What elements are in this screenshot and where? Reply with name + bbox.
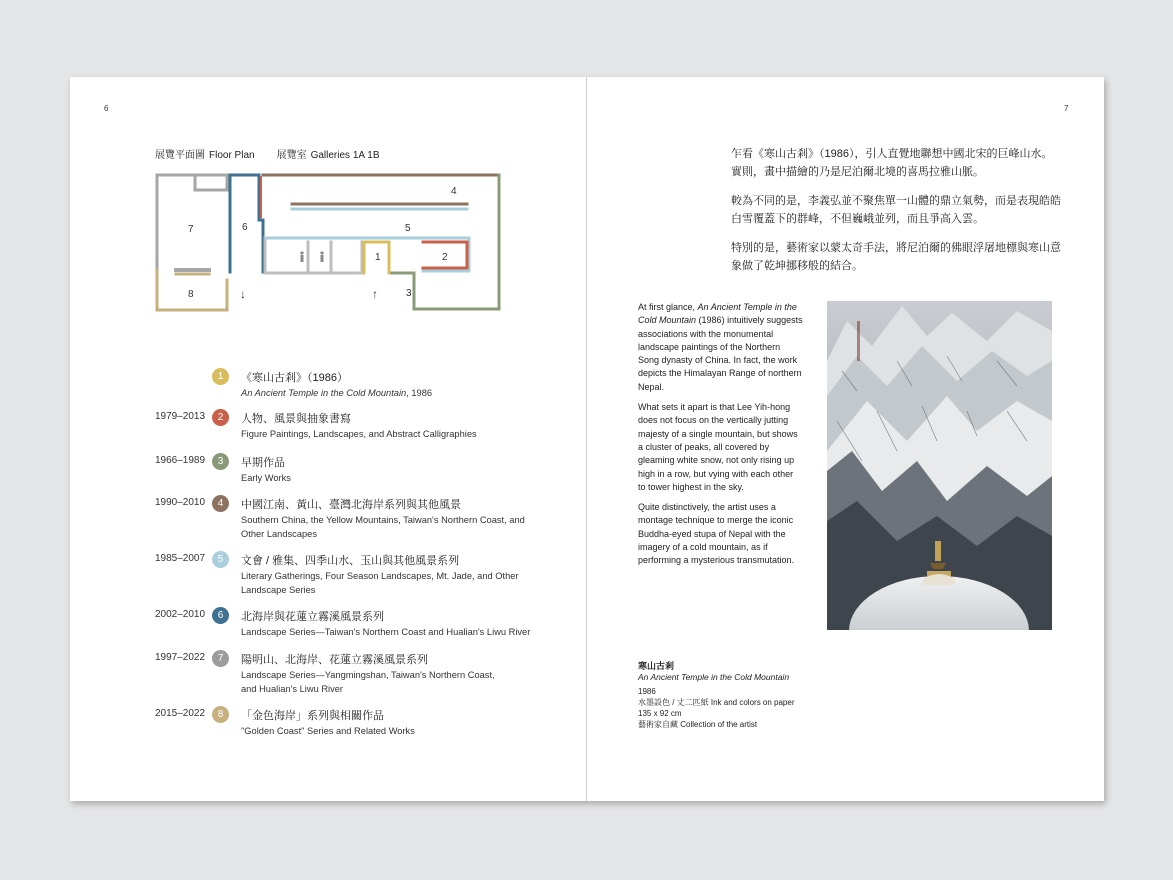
legend-number-badge: 3 <box>212 453 229 470</box>
legend-number-badge: 5 <box>212 551 229 568</box>
essay-en-paragraph: Quite distinctively, the artist uses a montage technique to merge the iconic Buddha-eyed stupa of Nepal with the imagery of a cold mountain, as if performing a mysterious transmutation. <box>638 502 795 566</box>
legend-title-en: Landscape Series—Yangmingshan, Taiwan's Northern Coast, and Hualian's Liwu River <box>241 670 495 694</box>
painting-caption <box>638 661 858 730</box>
page-gutter <box>586 77 587 801</box>
room-label-2: 2 <box>442 252 448 263</box>
legend-years: 1966–1989 <box>155 455 206 466</box>
legend-title-en: Early Works <box>241 473 291 483</box>
legend-title-zh: 《寒山古剎》（1986） <box>241 372 348 384</box>
room-label-3: 3 <box>406 288 412 299</box>
caption-collection: 藝術家自藏 Collection of the artist <box>638 720 758 729</box>
caption-medium: 水墨設色 / 丈二匹紙 Ink and colors on paper <box>638 698 795 707</box>
legend-title-en: Literary Gatherings, Four Season Landscapes, Mt. Jade, and Other Landscape Series <box>241 571 519 595</box>
legend-title-zh: 北海岸與花蓮立霧溪風景系列 <box>241 611 384 623</box>
caption-size: 135 x 92 cm <box>638 709 682 718</box>
room-label-4: 4 <box>451 186 457 197</box>
painting-illustration <box>827 301 1052 630</box>
caption-year: 1986 <box>638 687 656 696</box>
room-label-1: 1 <box>375 252 381 263</box>
legend-title-zh: 人物、風景與抽象書寫 <box>241 413 351 425</box>
floor-plan <box>155 172 505 317</box>
legend-title-zh: 文會 / 雅集、四季山水、玉山與其他風景系列 <box>241 555 460 567</box>
legend-years: 1997–2022 <box>155 652 206 663</box>
caption-title-en: An Ancient Temple in the Cold Mountain <box>638 672 790 682</box>
floor-plan-title-zh: 展覽平面圖 <box>155 150 205 161</box>
essay-zh-paragraph: 特別的是，藝術家以蒙太奇手法，將尼泊爾的佛眼浮屠地標與寒山意象做了乾坤挪移般的結合。 <box>731 242 1061 272</box>
essay-english <box>638 301 803 575</box>
galleries-title-zh: 展覽室 <box>276 150 307 161</box>
legend-title-zh: 中國江南、黃山、臺灣北海岸系列與其他風景 <box>241 499 461 511</box>
floor-plan-title-en: Floor Plan <box>209 150 255 161</box>
legend-years: 1985–2007 <box>155 553 206 564</box>
essay-en-paragraph: What sets it apart is that Lee Yih-hong does not focus on the vertically jutting majesty of a single mountain, but shows a cluster of peaks, all covered by gleaming white snow, not only rising up high in a row, but vying with each other to tower highest in the sky. <box>638 402 798 492</box>
essay-zh-paragraph: 較為不同的是，李義弘並不聚焦單一山體的鼎立氣勢，而是表現皓皓白雪覆蓋下的群峰，不但巍峨並列，而且爭高入雲。 <box>731 195 1061 225</box>
room-label-6: 6 <box>242 222 248 233</box>
legend-title-zh: 陽明山、北海岸、花蓮立霧溪風景系列 <box>241 654 428 666</box>
book-spread <box>70 77 1104 801</box>
essay-en-paragraph: At first glance, An Ancient Temple in the Cold Mountain (1986) intuitively suggests associations with the monumental landscape paintings of the Northern Song dynasty of China. In fact, the work depicts the Himalayan Range of northern Nepal. <box>638 302 803 392</box>
legend-number-badge: 1 <box>212 368 229 385</box>
arrow-up-icon: ↑ <box>372 287 378 301</box>
legend-years: 1979–2013 <box>155 411 206 422</box>
room-label-5: 5 <box>405 223 411 234</box>
legend-title-en: "Golden Coast" Series and Related Works <box>241 726 415 736</box>
legend-number-badge: 8 <box>212 706 229 723</box>
legend-title-en: An Ancient Temple in the Cold Mountain, 1986 <box>241 388 433 398</box>
legend-number-badge: 6 <box>212 607 229 624</box>
left-page-number: 6 <box>104 104 109 113</box>
painting-image <box>827 301 1052 630</box>
essay-chinese <box>731 145 1061 286</box>
caption-title-zh: 寒山古剎 <box>638 661 675 671</box>
legend-years: 2002–2010 <box>155 609 206 620</box>
room-label-8: 8 <box>188 289 194 300</box>
legend-years: 2015–2022 <box>155 708 206 719</box>
room-label-7: 7 <box>188 224 194 235</box>
legend-title-en: Landscape Series—Taiwan's Northern Coast and Hualian's Liwu River <box>241 627 531 637</box>
legend-title-en: Southern China, the Yellow Mountains, Taiwan's Northern Coast, and Other Landscapes <box>241 515 525 539</box>
legend-years: 1990–2010 <box>155 497 206 508</box>
arrow-down-icon: ↓ <box>240 287 246 301</box>
legend-number-badge: 4 <box>212 495 229 512</box>
legend-title-en: Figure Paintings, Landscapes, and Abstract Calligraphies <box>241 429 477 439</box>
legend-number-badge: 2 <box>212 409 229 426</box>
legend-title-zh: 「金色海岸」系列與相關作品 <box>241 710 384 722</box>
room-7-wall <box>157 175 230 270</box>
right-page-number: 7 <box>1064 104 1069 113</box>
legend-title-zh: 早期作品 <box>241 457 285 469</box>
restroom-walls <box>265 240 362 273</box>
legend-number-badge: 7 <box>212 650 229 667</box>
galleries-title-en: Galleries 1A 1B <box>310 150 380 161</box>
essay-zh-paragraph: 乍看《寒山古剎》（1986），引人直覺地聯想中國北宋的巨峰山水。實則，畫中描繪的乃是尼泊爾北境的喜馬拉雅山脈。 <box>731 148 1053 178</box>
floor-plan-header <box>155 146 384 161</box>
